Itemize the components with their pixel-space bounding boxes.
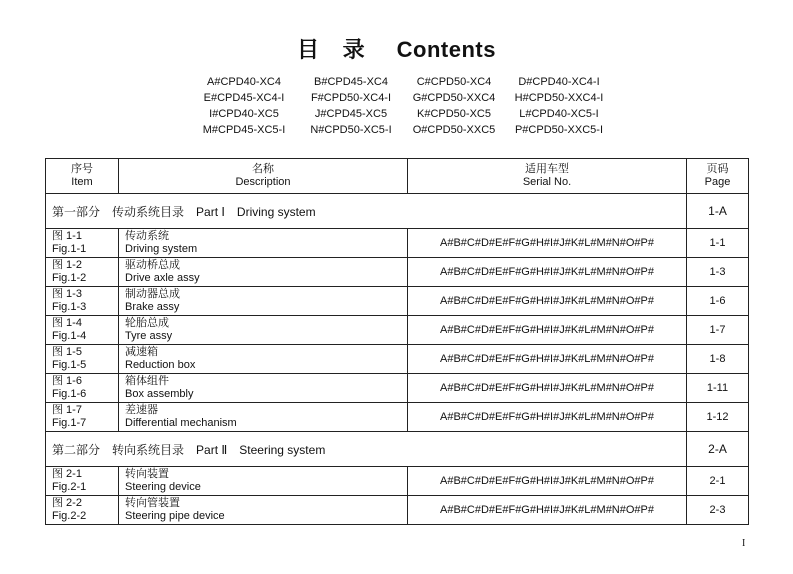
section-row-part1	[46, 194, 749, 229]
serial-cell: A#B#C#D#E#F#G#H#I#J#K#L#M#N#O#P#	[408, 316, 687, 345]
fig-cn: 图 1-1	[52, 230, 82, 242]
fig-cell	[46, 467, 119, 496]
header-item-en: Item	[71, 176, 93, 188]
page-cell[interactable]: 1-1	[687, 229, 749, 258]
header-page	[687, 159, 749, 194]
table-row	[46, 496, 749, 525]
desc-cell	[119, 258, 408, 287]
model-code: A#CPD40-XC4	[207, 76, 281, 88]
header-serial-en: Serial No.	[522, 176, 572, 188]
table-row	[46, 467, 749, 496]
fig-en: Fig.1-3	[52, 301, 87, 313]
page-cell[interactable]: 1-8	[687, 345, 749, 374]
table-row	[46, 287, 749, 316]
fig-cell	[46, 316, 119, 345]
page-cell[interactable]: 1-6	[687, 287, 749, 316]
desc-en: Drive axle assy	[125, 272, 200, 284]
desc-en: Brake assy	[125, 301, 180, 313]
fig-cn: 图 2-2	[52, 497, 82, 509]
model-code: F#CPD50-XC4-I	[310, 92, 392, 104]
model-code: I#CPD40-XC5	[209, 108, 279, 120]
desc-en: Driving system	[125, 243, 198, 255]
page-cell[interactable]: 1-7	[687, 316, 749, 345]
desc-en: Tyre assy	[125, 330, 173, 342]
desc-en: Steering pipe device	[125, 510, 225, 522]
desc-cell	[119, 229, 408, 258]
section-title-en: Part Ⅱ Steering system	[196, 442, 326, 457]
header-description-en: Description	[235, 176, 291, 188]
page-cell[interactable]: 1-12	[687, 403, 749, 432]
desc-cn: 驱动桥总成	[125, 259, 180, 271]
fig-en: Fig.1-5	[52, 359, 87, 371]
header-description-cn: 名称	[252, 163, 274, 175]
section-page[interactable]: 2-A	[687, 432, 749, 467]
section-title-cn: 第二部分 转向系统目录	[52, 442, 185, 457]
fig-en: Fig.1-2	[52, 272, 87, 284]
page-cell[interactable]: 1-3	[687, 258, 749, 287]
section-title	[46, 194, 687, 229]
serial-cell: A#B#C#D#E#F#G#H#I#J#K#L#M#N#O#P#	[408, 229, 687, 258]
page-title	[0, 33, 793, 64]
serial-cell: A#B#C#D#E#F#G#H#I#J#K#L#M#N#O#P#	[408, 258, 687, 287]
model-code: J#CPD45-XC5	[314, 108, 388, 120]
serial-cell: A#B#C#D#E#F#G#H#I#J#K#L#M#N#O#P#	[408, 345, 687, 374]
model-code: K#CPD50-XC5	[417, 108, 491, 120]
fig-en: Fig.1-1	[52, 243, 87, 255]
desc-cn: 传动系统	[125, 230, 169, 242]
model-code: B#CPD45-XC4	[314, 76, 388, 88]
desc-en: Reduction box	[125, 359, 196, 371]
page-cell[interactable]: 2-1	[687, 467, 749, 496]
serial-cell: A#B#C#D#E#F#G#H#I#J#K#L#M#N#O#P#	[408, 496, 687, 525]
table-row	[46, 229, 749, 258]
desc-cn: 差速器	[125, 404, 158, 416]
page-title-cn: 目 录	[297, 38, 373, 63]
model-list	[190, 75, 630, 137]
desc-cn: 减速箱	[125, 346, 158, 358]
fig-cn: 图 1-7	[52, 404, 82, 416]
table-row	[46, 316, 749, 345]
fig-cn: 图 2-1	[52, 468, 82, 480]
header-page-en: Page	[704, 176, 731, 188]
fig-cn: 图 1-5	[52, 346, 82, 358]
desc-cn: 箱体组件	[125, 375, 169, 387]
desc-cn: 轮胎总成	[125, 317, 169, 329]
page-cell[interactable]: 2-3	[687, 496, 749, 525]
desc-cell	[119, 287, 408, 316]
desc-cell	[119, 316, 408, 345]
page-number: I	[742, 538, 746, 549]
fig-en: Fig.2-2	[52, 510, 87, 522]
fig-cell	[46, 374, 119, 403]
section-row-part2	[46, 432, 749, 467]
fig-cn: 图 1-3	[52, 288, 82, 300]
fig-cn: 图 1-6	[52, 375, 82, 387]
model-code: O#CPD50-XXC5	[412, 124, 496, 136]
desc-cn: 转向管装置	[125, 497, 180, 509]
desc-cell	[119, 345, 408, 374]
model-code: N#CPD50-XC5-I	[310, 124, 392, 136]
fig-cn: 图 1-2	[52, 259, 82, 271]
table-header-row	[46, 159, 749, 194]
desc-cell	[119, 496, 408, 525]
section-page[interactable]: 1-A	[687, 194, 749, 229]
desc-cn: 转向装置	[125, 468, 169, 480]
desc-en: Steering device	[125, 481, 201, 493]
section-title	[46, 432, 687, 467]
serial-cell: A#B#C#D#E#F#G#H#I#J#K#L#M#N#O#P#	[408, 374, 687, 403]
fig-cell	[46, 258, 119, 287]
model-code: P#CPD50-XXC5-I	[514, 124, 604, 136]
fig-en: Fig.2-1	[52, 481, 87, 493]
page-title-en: Contents	[396, 37, 496, 62]
fig-cell	[46, 345, 119, 374]
fig-cell	[46, 229, 119, 258]
contents-table	[45, 158, 749, 525]
desc-cn: 制动器总成	[125, 288, 180, 300]
page-cell[interactable]: 1-11	[687, 374, 749, 403]
desc-cell	[119, 374, 408, 403]
desc-en: Box assembly	[125, 388, 194, 400]
fig-cn: 图 1-4	[52, 317, 82, 329]
model-code: M#CPD45-XC5-I	[202, 124, 286, 136]
model-code: H#CPD50-XXC4-I	[514, 92, 604, 104]
table-row	[46, 403, 749, 432]
header-item	[46, 159, 119, 194]
fig-cell	[46, 403, 119, 432]
header-description	[119, 159, 408, 194]
header-item-cn: 序号	[71, 163, 93, 175]
fig-en: Fig.1-7	[52, 417, 87, 429]
serial-cell: A#B#C#D#E#F#G#H#I#J#K#L#M#N#O#P#	[408, 467, 687, 496]
model-code: D#CPD40-XC4-I	[518, 76, 600, 88]
serial-cell: A#B#C#D#E#F#G#H#I#J#K#L#M#N#O#P#	[408, 403, 687, 432]
fig-cell	[46, 496, 119, 525]
header-serial	[408, 159, 687, 194]
table-row	[46, 258, 749, 287]
desc-cell	[119, 467, 408, 496]
model-code: E#CPD45-XC4-I	[203, 92, 285, 104]
header-serial-cn: 适用车型	[525, 163, 569, 175]
fig-en: Fig.1-4	[52, 330, 87, 342]
section-title-cn: 第一部分 传动系统目录	[52, 204, 185, 219]
model-code: C#CPD50-XC4	[416, 76, 492, 88]
fig-en: Fig.1-6	[52, 388, 87, 400]
serial-cell: A#B#C#D#E#F#G#H#I#J#K#L#M#N#O#P#	[408, 287, 687, 316]
desc-en: Differential mechanism	[125, 417, 237, 429]
model-code: L#CPD40-XC5-I	[519, 108, 599, 120]
fig-cell	[46, 287, 119, 316]
table-row	[46, 374, 749, 403]
table-row	[46, 345, 749, 374]
model-code: G#CPD50-XXC4	[412, 92, 496, 104]
header-page-cn: 页码	[706, 163, 729, 175]
section-title-en: Part Ⅰ Driving system	[196, 204, 316, 219]
desc-cell	[119, 403, 408, 432]
